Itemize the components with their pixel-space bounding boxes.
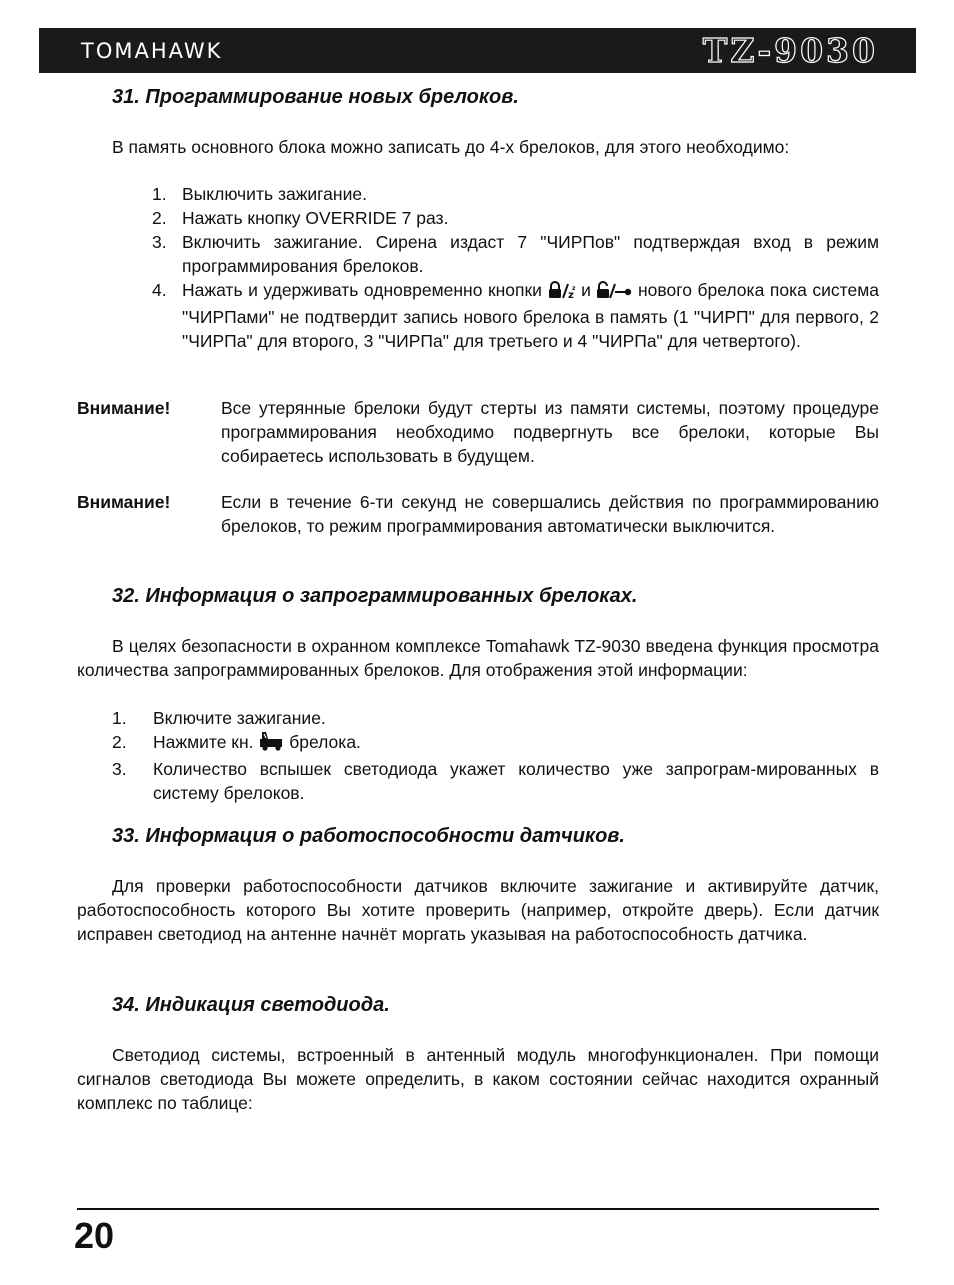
list-number: 4. — [152, 280, 167, 300]
page-number: 20 — [74, 1215, 115, 1256]
list-item — [152, 206, 879, 230]
list-item — [112, 730, 879, 757]
section-33-title: 33. Информация о работоспособности датчиков. — [112, 825, 625, 847]
list-number: 2. — [112, 732, 127, 752]
list-item — [152, 278, 879, 353]
list-number: 3. — [152, 232, 167, 252]
brand-name: TOMAHAWK — [81, 39, 223, 63]
step-text: Нажать кнопку OVERRIDE 7 раз. — [182, 208, 449, 228]
section-31-intro: В память основного блока можно записать до 4-х брелоков, для этого необходимо: — [112, 137, 790, 157]
step-text: Включите зажигание. — [153, 708, 326, 728]
step-text: Включить зажигание. Сирена издаст 7 "ЧИРПов" подтверждая вход в режим программирования брелоков. — [182, 232, 879, 276]
step-text: Выключить зажигание. — [182, 184, 367, 204]
section-32-steps — [112, 706, 879, 805]
lock-sleep-icon — [548, 281, 576, 305]
car-trunk-icon — [258, 731, 284, 757]
footer-divider — [77, 1208, 879, 1210]
step-text-and: и — [581, 280, 591, 300]
section-34-title: 34. Индикация светодиода. — [112, 994, 390, 1016]
list-number: 1. — [152, 184, 167, 204]
section-32-intro: В целях безопасности в охранном комплексе Tomahawk TZ-9030 введена функция просмотра количества запрограммированных брелоков. Для отображения этой информации: — [77, 636, 879, 680]
warning-label: Внимание! — [77, 492, 171, 512]
list-number: 2. — [152, 208, 167, 228]
svg-text:z: z — [567, 290, 574, 299]
step-text: Нажать и удерживать одновременно кнопки — [182, 280, 542, 300]
unlock-key-icon — [596, 281, 632, 305]
step-text: нового брелока пока система "ЧИРПами" не подтвердит запись нового брелока в память (1 "ЧИРП" для первого, 2 "ЧИРПа" для второго, 3 "ЧИРПа" для третьего и 4 "ЧИРПа" для четвертого). — [182, 280, 879, 351]
warning-label: Внимание! — [77, 398, 171, 418]
section-31-steps — [152, 182, 879, 353]
step-text: брелока. — [289, 732, 361, 752]
step-text: Количество вспышек светодиода укажет количество уже запрограм-мированных в систему брелоков. — [153, 759, 879, 803]
list-item — [152, 230, 879, 278]
section-33-text: Для проверки работоспособности датчиков включите зажигание и активируйте датчик, работоспособность которого Вы хотите проверить (например, откройте дверь). Если датчик исправен светодиод на антенне начнёт моргать указывая на работоспособность датчика. — [77, 876, 879, 944]
list-item — [112, 706, 879, 730]
warning-text: Все утерянные брелоки будут стерты из памяти системы, поэтому процедуре программирования необходимо подвергнуть все брелоки, которые Вы собираетесь использовать в будущем. — [221, 398, 879, 466]
warning-text: Если в течение 6-ти секунд не совершались действия по программированию брелоков, то режим программирования автоматически выключится. — [221, 492, 879, 536]
section-32-title: 32. Информация о запрограммированных брелоках. — [112, 585, 638, 607]
list-item — [112, 757, 879, 805]
model-name: TZ-9030 — [702, 31, 878, 70]
section-31-title: 31. Программирование новых брелоков. — [112, 86, 519, 108]
svg-text:z: z — [571, 285, 576, 292]
list-number: 1. — [112, 708, 127, 728]
list-item — [152, 182, 879, 206]
section-34-text: Светодиод системы, встроенный в антенный модуль многофункционален. При помощи сигналов светодиода Вы можете определить, в каком состоянии сейчас находится охранный комплекс по таблице: — [77, 1045, 879, 1113]
step-text: Нажмите кн. — [153, 732, 254, 752]
list-number: 3. — [112, 759, 127, 779]
page-header — [39, 28, 916, 73]
